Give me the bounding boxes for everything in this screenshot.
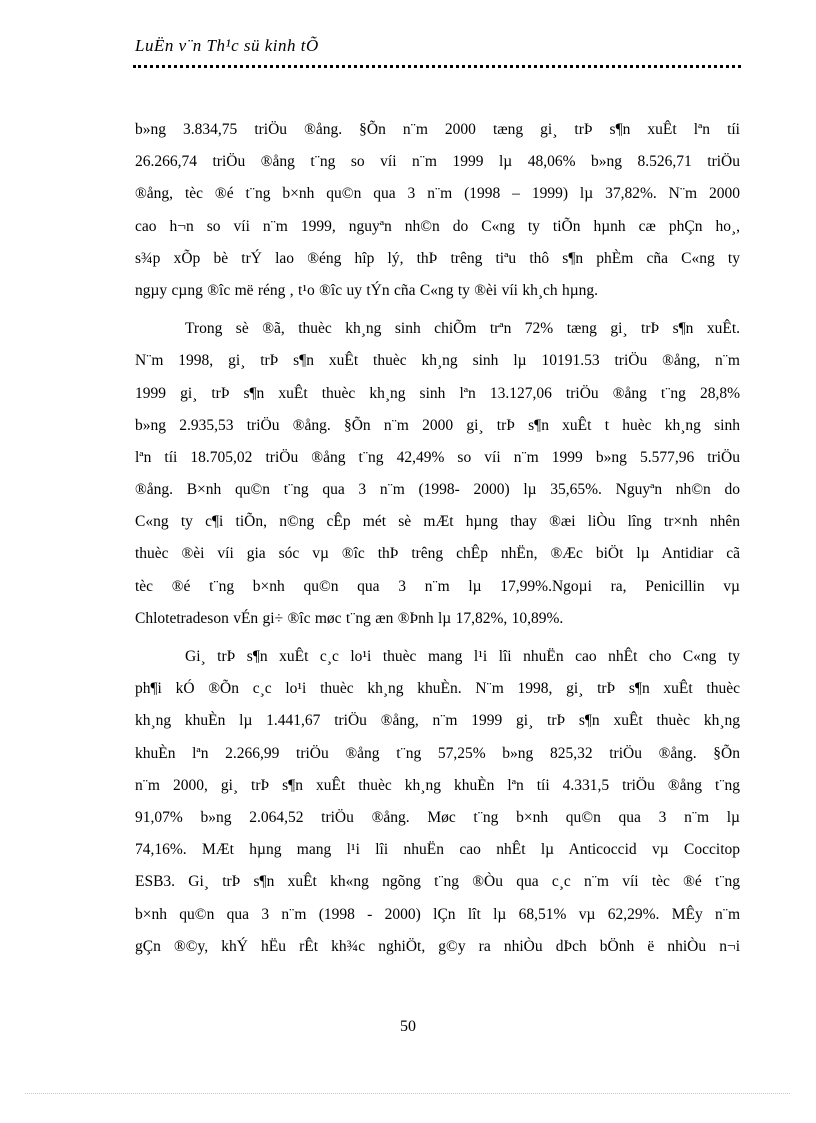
paragraph-2 (135, 313, 740, 635)
text-line: lªn tíi 18.705,02 triÖu ®ång t¨ng 42,49% so víi n¨m 1999 b»ng 5.577,96 triÖu (135, 448, 740, 466)
text-line: cao h¬n so víi n¨m 1999, nguyªn nh©n do C«ng ty tiÕn hµnh cæ phÇn ho¸, (135, 217, 740, 235)
page-body (135, 114, 740, 963)
text-line: ESB3. Gi¸ trÞ s¶n xuÊt kh«ng ngõng t¨ng ®Òu qua c¸c n¨m víi tèc ®é t¨ng (135, 873, 740, 891)
header-dotted-rule (133, 65, 741, 68)
text-line: tèc ®é t¨ng b×nh qu©n qua 3 n¨m lµ 17,99%.Ngoµi ra, Penicillin vµ (135, 577, 740, 595)
text-line: 26.266,74 triÖu ®ång t¨ng so víi n¨m 1999 lµ 48,06% b»ng 8.526,71 triÖu (135, 153, 740, 171)
text-line: b×nh qu©n qua 3 n¨m (1998 - 2000) lÇn lît lµ 68,51% vµ 62,29%. MÊy n¨m (135, 905, 740, 923)
text-line: b»ng 3.834,75 triÖu ®ång. §Õn n¨m 2000 tæng gi¸ trÞ s¶n xuÊt lªn tíi (135, 121, 740, 138)
text-line: thuèc ®èi víi gia sóc vµ ®îc thÞ trêng chÊp nhËn, ®Æc biÖt lµ Antidiar cã (135, 545, 740, 563)
text-line: ®ång. B×nh qu©n t¨ng qua 3 n¨m (1998- 2000) lµ 35,65%. Nguyªn nh©n do (135, 481, 740, 499)
paragraph-3 (135, 641, 740, 963)
text-line: N¨m 1998, gi¸ trÞ s¶n xuÊt thuèc kh¸ng sinh lµ 10191.53 triÖu ®ång, n¨m (135, 352, 740, 370)
text-line: 1999 gi¸ trÞ s¶n xuÊt thuèc kh¸ng sinh lªn 13.127,06 triÖu ®ång t¨ng 28,8% (135, 384, 740, 402)
text-line: s¾p xÕp bè trÝ lao ®éng hîp lý, thÞ trêng tiªu thô s¶n phÈm cña C«ng ty (135, 249, 740, 267)
text-line: Chlotetradeson vÉn gi÷ ®îc møc t¨ng æn ®Þnh lµ 17,82%, 10,89%. (135, 609, 564, 627)
page-number: 50 (400, 1018, 416, 1035)
text-line: khuÈn lªn 2.266,99 triÖu ®ång t¨ng 57,25% b»ng 825,32 triÖu ®ång. §Õn (135, 744, 740, 762)
text-line: ph¶i kÓ ®Õn c¸c lo¹i thuèc kh¸ng khuÈn. N¨m 1998, gi¸ trÞ s¶n xuÊt thuèc (135, 680, 740, 698)
text-line: ®ång, tèc ®é t¨ng b×nh qu©n qua 3 n¨m (1998 – 1999) lµ 37,82%. N¨m 2000 (135, 185, 740, 203)
text-line: gÇn ®©y, khÝ hËu rÊt kh¾c nghiÖt, g©y ra nhiÒu dÞch bÖnh ë nhiÒu n¬i (135, 937, 740, 955)
text-line: C«ng ty c¶i tiÕn, n©ng cÊp mét sè mÆt hµng thay ®æi liÒu lîng tr×nh nhên (135, 513, 740, 531)
text-line: 91,07% b»ng 2.064,52 triÖu ®ång. Møc t¨ng b×nh qu©n qua 3 n¨m lµ (135, 808, 740, 826)
text-line: ngµy cµng ®îc më réng , t¹o ®îc uy tÝn cña C«ng ty ®èi víi kh¸ch hµng. (135, 281, 599, 299)
text-line: n¨m 2000, gi¸ trÞ s¶n xuÊt thuèc kh¸ng khuÈn lªn tíi 4.331,5 triÖu ®ång t¨ng (135, 776, 740, 794)
text-line: 74,16%. MÆt hµng mang l¹i lîi nhuËn cao nhÊt lµ Anticoccid vµ Coccitop (135, 841, 740, 859)
text-line: Gi¸ trÞ s¶n xuÊt c¸c lo¹i thuèc mang l¹i lîi nhuËn cao nhÊt cho C«ng ty (185, 648, 740, 665)
text-line: kh¸ng khuÈn lµ 1.441,67 triÖu ®ång, n¨m 1999 gi¸ trÞ s¶n xuÊt thuèc kh¸ng (135, 712, 740, 730)
text-line: Trong sè ®ã, thuèc kh¸ng sinh chiÕm trªn 72% tæng gi¸ trÞ s¶n xuÊt. (185, 320, 740, 338)
paragraph-1 (135, 114, 740, 307)
footer-dotted-rule (25, 1093, 790, 1094)
running-header-title: LuËn v¨n Th¹c sü kinh tÕ (135, 36, 319, 55)
text-line: b»ng 2.935,53 triÖu ®ång. §Õn n¨m 2000 gi¸ trÞ s¶n xuÊt t huèc kh¸ng sinh (135, 416, 740, 434)
